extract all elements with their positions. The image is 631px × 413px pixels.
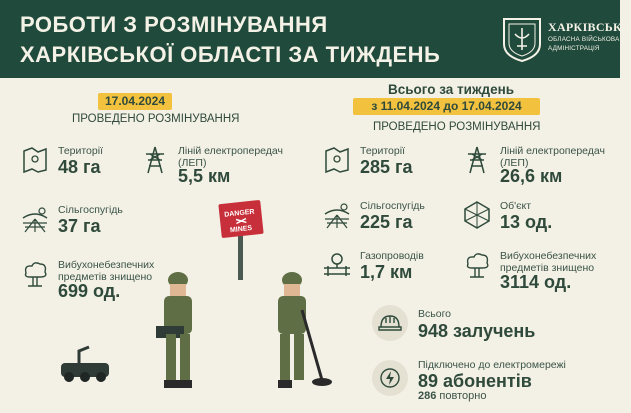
- farmland-icon: [20, 204, 50, 234]
- coat-of-arms-icon: [500, 16, 544, 62]
- weekly-object-value: 13 од.: [500, 212, 553, 232]
- daily-agri-label: Сільгоспугідь: [58, 204, 123, 216]
- weekly-gas-label: Газопроводів: [360, 250, 424, 262]
- daily-agri-value: 37 га: [58, 216, 101, 236]
- weekly-object-label: Об'єкт: [500, 200, 532, 212]
- farmland-icon: [322, 200, 352, 230]
- weekly-title: Всього за тиждень: [388, 82, 515, 97]
- weekly-territory-value: 285 га: [360, 157, 413, 177]
- daily-subtitle: ПРОВЕДЕНО РОЗМІНУВАННЯ: [72, 113, 240, 125]
- object-hexagon-icon: [462, 200, 492, 230]
- weekly-explosive-label1: Вибухонебезпечних: [500, 250, 597, 262]
- explosion-icon: [20, 259, 50, 289]
- logo-sub1: ОБЛАСНА ВІЙСЬКОВА: [548, 36, 620, 43]
- daily-explosive-label1: Вибухонебезпечних: [58, 259, 155, 271]
- sign-line1: DANGER: [223, 208, 255, 219]
- logo-name: ХАРКІВСЬКА: [548, 20, 631, 34]
- date-badge: 17.04.2024: [98, 93, 172, 110]
- weekly-lines-value: 26,6 км: [500, 166, 563, 186]
- daily-lines-value: 5,5 км: [178, 166, 231, 186]
- page-title-line1: РОБОТИ З РОЗМІНУВАННЯ: [20, 12, 328, 37]
- weekly-lines-label1: Ліній електропередач: [500, 145, 605, 157]
- weekly-explosive-label2: предметів знищено: [500, 262, 595, 274]
- weekly-power-repeat: [418, 390, 486, 402]
- sign-line2: MINES: [229, 224, 253, 235]
- logo-text: [548, 20, 631, 53]
- logo-sub2: АДМІНІСТРАЦІЯ: [548, 45, 600, 52]
- power-tower-icon: [462, 145, 492, 175]
- weekly-power-repeat-text: повторно: [439, 390, 487, 402]
- lightning-icon: [378, 366, 402, 390]
- weekly-total-value: 948 залучень: [418, 321, 536, 341]
- power-tower-icon: [140, 145, 170, 175]
- soldier-with-detector: [262, 270, 334, 392]
- daily-lines-label1: Ліній електропередач: [178, 145, 283, 157]
- territory-map-icon: [322, 145, 352, 175]
- weekly-agri-value: 225 га: [360, 212, 413, 232]
- danger-mines-sign: [216, 200, 268, 280]
- header-banner: [0, 0, 631, 78]
- demining-robot: [55, 345, 117, 385]
- weekly-power-label: Підключено до електромережі: [418, 359, 566, 371]
- weekly-agri-label: Сільгоспугідь: [360, 200, 425, 212]
- weekly-territory-label: Території: [360, 145, 405, 157]
- territory-map-icon: [20, 145, 50, 175]
- weekly-power-repeat-num: 286: [418, 390, 437, 402]
- daily-territory-label: Території: [58, 145, 103, 157]
- daily-lines-label2: (ЛЕП): [178, 157, 207, 169]
- date-range-badge: з 11.04.2024 до 17.04.2024: [353, 98, 540, 115]
- weekly-explosive-value: 3114 од.: [500, 272, 572, 292]
- soldier-with-controller: [148, 270, 208, 392]
- explosion-icon: [462, 250, 492, 280]
- daily-explosive-value: 699 од.: [58, 281, 121, 301]
- weekly-lines-label2: (ЛЕП): [500, 157, 529, 169]
- gas-pipe-icon: [322, 250, 352, 280]
- weekly-power-value: 89 абонентів: [418, 371, 532, 391]
- hard-hat-icon: [378, 311, 402, 335]
- daily-explosive-label2: предметів знищено: [58, 271, 153, 283]
- page-title-line2: ХАРКІВСЬКОЇ ОБЛАСТІ ЗА ТИЖДЕНЬ: [20, 42, 441, 67]
- weekly-subtitle: ПРОВЕДЕНО РОЗМІНУВАННЯ: [373, 121, 541, 133]
- daily-territory-value: 48 га: [58, 157, 101, 177]
- weekly-gas-value: 1,7 км: [360, 262, 413, 282]
- weekly-total-label: Всього: [418, 308, 452, 320]
